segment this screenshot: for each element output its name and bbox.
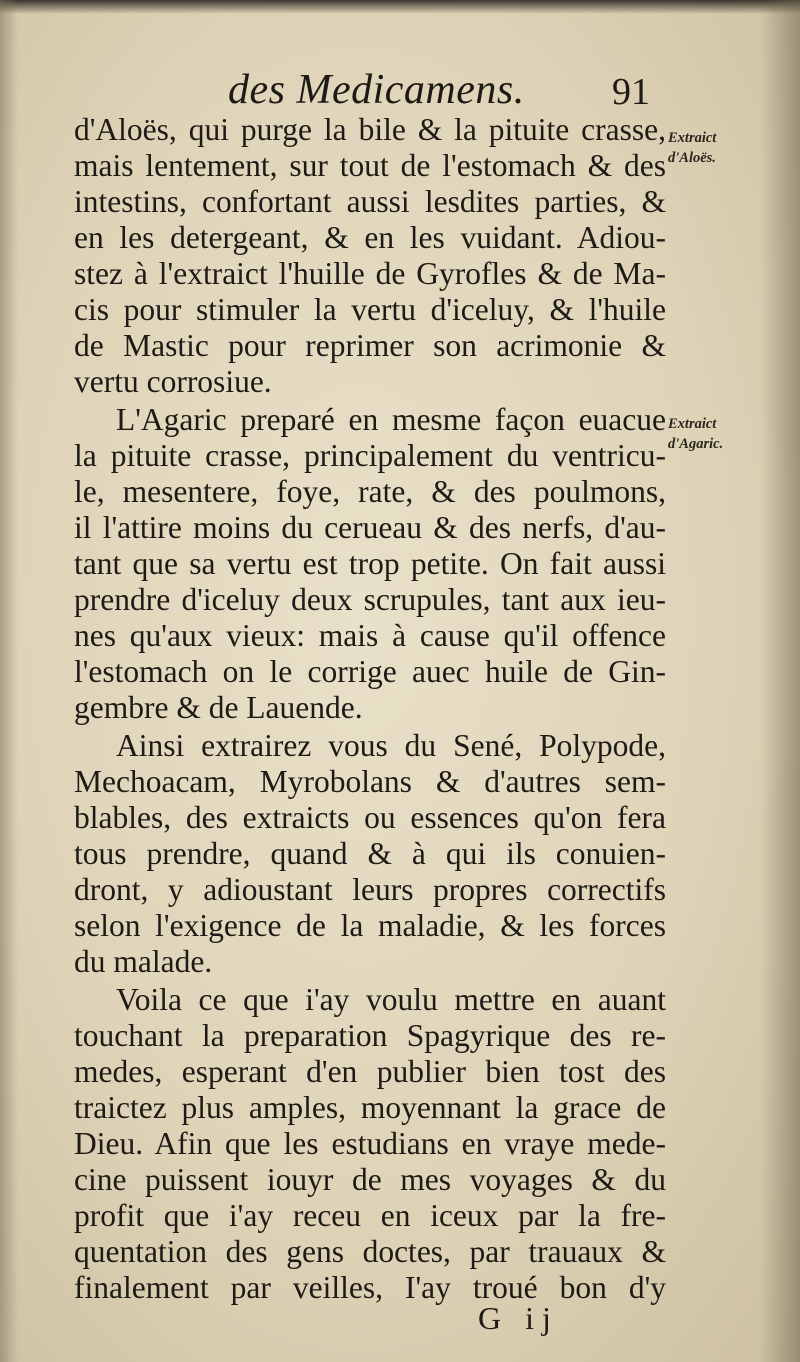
running-header-title: des Medicamens. [228, 67, 525, 113]
text-line: le, mesentere, foye, rate, & des poulmons, [74, 474, 666, 509]
text-line: tous prendre, quand & à qui ils conuien- [74, 836, 666, 871]
text-line: l'estomach on le corrige auec huile de Gin- [74, 654, 666, 689]
marginal-note-aloes [668, 128, 716, 168]
text-line: traictez plus amples, moyennant la grace de [74, 1090, 666, 1125]
text-line: en les detergeant, & en les vuidant. Adiou- [74, 220, 666, 255]
text-line: Mechoacam, Myrobolans & d'autres sem- [74, 764, 666, 799]
text-line: vertu corrosiue. [74, 364, 272, 399]
page-number: 91 [612, 71, 650, 113]
text-line: dront, y adioustant leurs propres correctifs [74, 872, 666, 907]
text-line: blables, des extraicts ou essences qu'on fera [74, 800, 666, 835]
marginal-note-line: d'Aloës. [668, 150, 716, 166]
text-line: profit que i'ay receu en iceux par la fre- [74, 1198, 666, 1233]
text-line: intestins, confortant aussi lesdites parties, & [74, 184, 666, 219]
text-line: il l'attire moins du cerueau & des nerfs, d'au- [74, 510, 666, 545]
text-line: la pituite crasse, principalement du ventricu- [74, 438, 666, 473]
text-line: quentation des gens doctes, par trauaux & [74, 1234, 666, 1269]
text-line: finalement par veilles, I'ay troué bon d'y [74, 1270, 666, 1305]
text-line: prendre d'iceluy deux scrupules, tant aux ieu- [74, 582, 666, 617]
text-line: d'Aloës, qui purge la bile & la pituite crasse, [74, 112, 666, 147]
text-line: du malade. [74, 944, 213, 979]
text-line: medes, esperant d'en publier bien tost des [74, 1054, 666, 1089]
signature-mark: G ij [478, 1300, 559, 1336]
text-line: tant que sa vertu est trop petite. On fait aussi [74, 546, 666, 581]
text-line: selon l'exigence de la maladie, & les forces [74, 908, 666, 943]
text-line: Voila ce que i'ay voulu mettre en auant [116, 982, 666, 1017]
text-line: L'Agaric preparé en mesme façon euacue [116, 402, 666, 437]
text-line: de Mastic pour reprimer son acrimonie & [74, 328, 666, 363]
text-line: gembre & de Lauende. [74, 690, 363, 725]
marginal-note-line: Extraict [668, 416, 717, 432]
text-line: touchant la preparation Spagyrique des re- [74, 1018, 666, 1053]
text-line: stez à l'extraict l'huille de Gyrofles & de Ma- [74, 256, 666, 291]
marginal-note-agaric [668, 414, 723, 454]
marginal-note-line: d'Agaric. [668, 436, 724, 452]
text-line: mais lentement, sur tout de l'estomach & des [74, 148, 666, 183]
text-line: cis pour stimuler la vertu d'iceluy, & l'huile [74, 292, 666, 327]
marginal-note-line: Extraict [668, 130, 717, 146]
text-line: cine puissent iouyr de mes voyages & du [74, 1162, 666, 1197]
text-line: Ainsi extrairez vous du Sené, Polypode, [116, 728, 666, 763]
text-line: nes qu'aux vieux: mais à cause qu'il offence [74, 618, 666, 653]
text-line: Dieu. Afin que les estudians en vraye mede- [74, 1126, 666, 1161]
